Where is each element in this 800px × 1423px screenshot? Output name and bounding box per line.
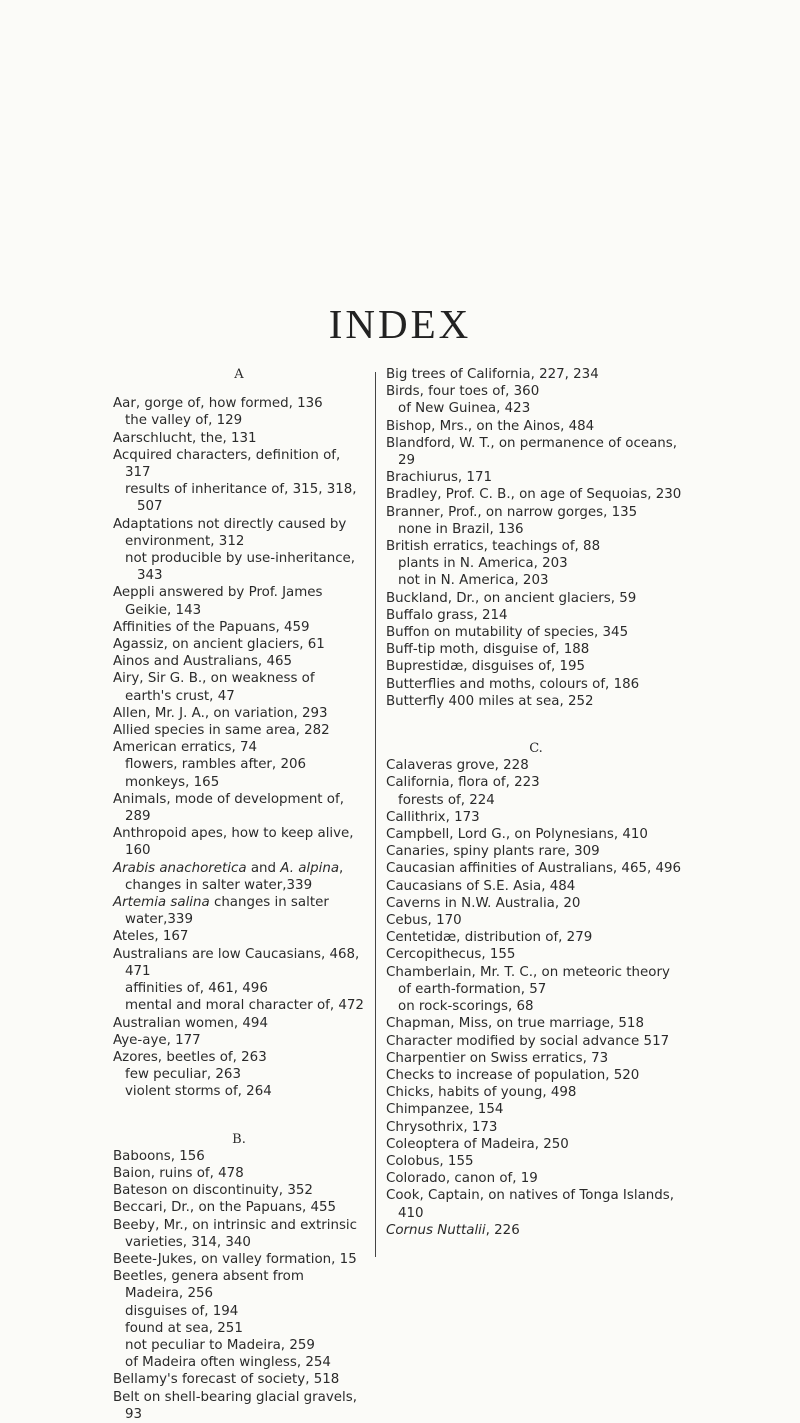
entry-rest: changes in salter water,339 <box>125 895 329 928</box>
index-entry: Allied species in same area, 282 <box>113 723 330 739</box>
index-subentry: disguises of, 194 <box>125 1303 239 1319</box>
index-entry: Campbell, Lord G., on Polynesians, 410 <box>386 827 648 843</box>
index-entry: Checks to increase of population, 520 <box>386 1067 640 1083</box>
index-entry: Baboons, 156 <box>113 1148 205 1164</box>
index-entry: Butterfly 400 miles at sea, 252 <box>386 693 594 709</box>
species-name: A. alpina <box>280 860 340 876</box>
index-entry: Animals, mode of development of, 289 <box>113 791 344 825</box>
index-entry: Butterflies and moths, colours of, 186 <box>386 676 640 692</box>
index-entry: Chapman, Miss, on true marriage, 518 <box>386 1016 644 1032</box>
index-entry: Cook, Captain, on natives of Tonga Islands, 410 <box>386 1188 675 1221</box>
species-name: Cornus Nuttalii <box>386 1222 486 1238</box>
index-entry: Coleoptera of Madeira, 250 <box>386 1136 569 1152</box>
index-entry: Beccari, Dr., on the Papuans, 455 <box>113 1200 337 1216</box>
index-entry: Chrysothrix, 173 <box>386 1119 498 1135</box>
index-subentry: few peculiar, 263 <box>125 1067 241 1083</box>
index-entry: Azores, beetles of, 263 <box>113 1049 267 1065</box>
index-subentry: not peculiar to Madeira, 259 <box>125 1337 315 1353</box>
index-entry: Agassiz, on ancient glaciers, 61 <box>113 637 325 653</box>
index-entry: Bateson on discontinuity, 352 <box>113 1183 313 1199</box>
index-entry: Cebus, 170 <box>386 913 462 929</box>
index-entry: Buprestidæ, disguises of, 195 <box>386 659 586 675</box>
index-entry: Allen, Mr. J. A., on variation, 293 <box>113 705 328 721</box>
index-entry: Affinities of the Papuans, 459 <box>113 619 310 635</box>
section-letter-a: A <box>234 367 244 382</box>
left-column <box>113 366 365 1423</box>
index-entry: Ainos and Australians, 465 <box>113 654 293 670</box>
index-entry: Ateles, 167 <box>113 929 189 945</box>
index-entry: Blandford, W. T., on permanence of oceans, 29 <box>386 435 678 469</box>
index-subentry: not in N. America, 203 <box>398 573 549 589</box>
index-subentry: mental and moral character of, 472 <box>125 998 364 1014</box>
index-entry: Chicks, habits of young, 498 <box>386 1085 577 1101</box>
index-entry: Aye-aye, 177 <box>113 1032 201 1048</box>
column-divider <box>375 372 376 1257</box>
index-entry: Baion, ruins of, 478 <box>113 1165 244 1181</box>
index-entry <box>113 860 365 894</box>
index-entry: Colobus, 155 <box>386 1153 474 1169</box>
index-entry: Birds, four toes of, 360 <box>386 384 540 400</box>
index-entry: Branner, Prof., on narrow gorges, 135 <box>386 504 638 520</box>
index-entry: Australian women, 494 <box>113 1015 268 1031</box>
index-entry: Character modified by social advance 517 <box>386 1033 670 1049</box>
index-entry: Beete-Jukes, on valley formation, 15 <box>113 1251 357 1267</box>
index-entry: Bellamy's forecast of society, 518 <box>113 1372 340 1388</box>
index-subentry: flowers, rambles after, 206 <box>125 757 307 773</box>
index-subentry: plants in N. America, 203 <box>398 556 568 572</box>
index-subentry: results of inheritance of, 315, 318, 507 <box>125 482 357 515</box>
index-entry: British erratics, teachings of, 88 <box>386 539 601 555</box>
index-entry: Buff-tip moth, disguise of, 188 <box>386 642 590 658</box>
index-subentry: on rock-scorings, 68 <box>398 999 534 1015</box>
index-entry: Aeppli answered by Prof. James Geikie, 143 <box>113 585 323 618</box>
index-entry: Caverns in N.W. Australia, 20 <box>386 895 581 911</box>
index-entry: Canaries, spiny plants rare, 309 <box>386 844 600 860</box>
index-entry: Adaptations not directly caused by environment, 312 <box>113 516 347 549</box>
index-entry: Charpentier on Swiss erratics, 73 <box>386 1050 609 1066</box>
index-entry: Aarschlucht, the, 131 <box>113 430 257 446</box>
index-entry: Cercopithecus, 155 <box>386 947 516 963</box>
index-entry: Colorado, canon of, 19 <box>386 1171 538 1187</box>
index-entry: Centetidæ, distribution of, 279 <box>386 930 593 946</box>
spacer <box>386 710 686 740</box>
index-entry: Anthropoid apes, how to keep alive, 160 <box>113 826 354 859</box>
index-entry: Airy, Sir G. B., on weakness of earth's crust, 47 <box>113 671 315 704</box>
index-entry: Beeby, Mr., on intrinsic and extrinsic varieties, 314, 340 <box>113 1217 358 1250</box>
index-entry: Brachiurus, 171 <box>386 470 492 486</box>
index-subentry: the valley of, 129 <box>125 413 243 429</box>
section-letter-c: C. <box>529 741 543 757</box>
index-entry: California, flora of, 223 <box>386 775 540 791</box>
spacer <box>113 383 365 395</box>
index-subentry: not producible by use-inheritance, 343 <box>125 551 356 584</box>
index-entry: Bradley, Prof. C. B., on age of Sequoias, 230 <box>386 487 682 503</box>
index-entry: Chimpanzee, 154 <box>386 1102 504 1118</box>
index-subentry: found at sea, 251 <box>125 1320 243 1336</box>
index-subentry: of New Guinea, 423 <box>398 401 531 417</box>
index-entry <box>113 894 365 928</box>
index-subentry: of Madeira often wingless, 254 <box>125 1355 331 1371</box>
index-entry: American erratics, 74 <box>113 740 258 756</box>
right-column <box>386 366 686 1239</box>
species-name: Artemia salina <box>113 895 210 911</box>
index-subentry: forests of, 224 <box>398 792 495 808</box>
conjunction: and <box>250 860 277 876</box>
entry-rest: , changes in salter water,339 <box>125 860 344 893</box>
index-entry: Callithrix, 173 <box>386 809 480 825</box>
index-entry: Big trees of California, 227, 234 <box>386 367 599 382</box>
index-entry: Beetles, genera absent from Madeira, 256 <box>113 1269 304 1302</box>
section-letter-b: B. <box>232 1131 246 1147</box>
spacer <box>113 1101 365 1131</box>
index-entry: Buffalo grass, 214 <box>386 607 508 623</box>
index-entry: Buffon on mutability of species, 345 <box>386 625 629 641</box>
index-entry: Australians are low Caucasians, 468, 471 <box>113 946 360 979</box>
index-subentry: violent storms of, 264 <box>125 1084 272 1100</box>
index-subentry: monkeys, 165 <box>125 774 220 790</box>
page-title: INDEX <box>328 301 472 347</box>
index-entry: Aar, gorge of, how formed, 136 <box>113 396 323 412</box>
entry-rest: , 226 <box>485 1222 520 1238</box>
index-entry <box>386 1222 686 1239</box>
index-entry: Buckland, Dr., on ancient glaciers, 59 <box>386 590 637 606</box>
index-entry: Caucasian affinities of Australians, 465, 496 <box>386 861 682 877</box>
index-subentry: none in Brazil, 136 <box>398 521 524 537</box>
index-entry: Belt on shell-bearing glacial gravels, 93 <box>113 1389 357 1422</box>
index-entry: Calaveras grove, 228 <box>386 758 529 774</box>
index-entry: Acquired characters, definition of, 317 <box>113 447 341 480</box>
index-subentry: affinities of, 461, 496 <box>125 981 268 997</box>
index-entry: Bishop, Mrs., on the Ainos, 484 <box>386 418 595 434</box>
species-name: Arabis anachoretica <box>113 860 247 876</box>
index-entry: Caucasians of S.E. Asia, 484 <box>386 878 576 894</box>
index-entry: Chamberlain, Mr. T. C., on meteoric theory of earth-formation, 57 <box>386 964 670 997</box>
